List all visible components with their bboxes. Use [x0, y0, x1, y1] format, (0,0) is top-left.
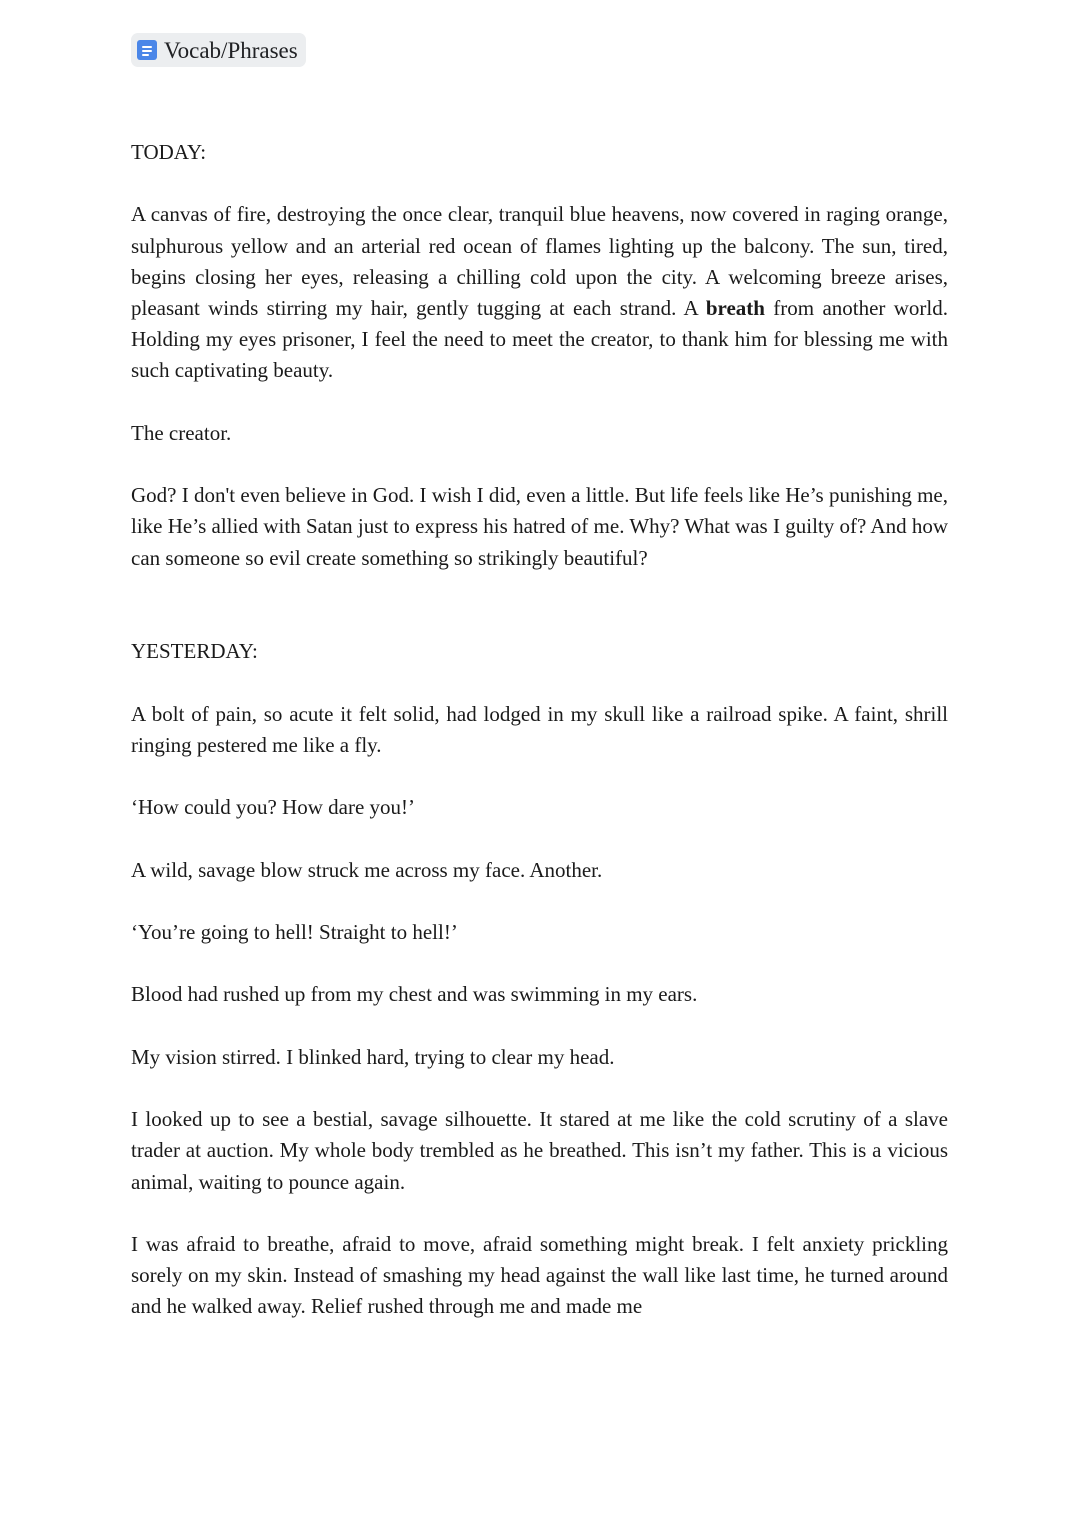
document-icon — [137, 40, 157, 60]
document-body — [131, 137, 948, 1323]
section-heading-today: TODAY: — [131, 140, 207, 164]
paragraph: Blood had rushed up from my chest and was swimming in my ears. — [131, 982, 698, 1007]
paragraph-text: A canvas of fire, destroying the once clear, tranquil blue heavens, now covered in raging orange, sulphurous yellow and an arterial red ocean of flames lighting up the balcony. The sun, tired, begins closing her eyes, releasing a chilling cold upon the city. A welcoming breeze arises, pleasant winds stirring my hair, gently tugging at each strand. A — [131, 202, 948, 320]
paragraph: A bolt of pain, so acute it felt solid, had lodged in my skull like a railroad spike. A faint, shrill ringing pestered me like a fly. — [131, 701, 948, 757]
paragraph: I looked up to see a bestial, savage silhouette. It stared at me like the cold scrutiny of a slave trader at auction. My whole body trembled as he breathed. This isn’t my father. This is a vicious animal, waiting to pounce again. — [131, 1107, 948, 1194]
dialogue-line: ‘You’re going to hell! Straight to hell!’ — [131, 919, 458, 944]
section-heading-yesterday: YESTERDAY: — [131, 639, 258, 664]
paragraph-text: from another world. Holding my eyes prisoner, I feel the need to meet the creator, to thank him for blessing me with such captivating beauty. — [131, 296, 948, 383]
paragraph: God? I don't even believe in God. I wish I did, even a little. But life feels like He’s punishing me, like He’s allied with Satan just to express his hatred of me. Why? What was I guilty of? And how can someone so evil create something so strikingly beautiful? — [131, 483, 948, 570]
vocab-phrases-doc-chip[interactable] — [131, 33, 306, 67]
paragraph: A wild, savage blow struck me across my face. Another. — [131, 857, 603, 882]
paragraph: The creator. — [131, 420, 232, 445]
dialogue-line: ‘How could you? How dare you!’ — [131, 795, 416, 820]
paragraph — [131, 199, 948, 386]
paragraph: I was afraid to breathe, afraid to move, afraid something might break. I felt anxiety prickling sorely on my skin. Instead of smashing my head against the wall like last time, he turned around and he walked away. Relief rushed through me and made me — [131, 1231, 948, 1319]
vocab-highlight-breath: breath — [705, 296, 765, 320]
paragraph: My vision stirred. I blinked hard, trying to clear my head. — [131, 1044, 615, 1069]
doc-chip-label: Vocab/Phrases — [164, 37, 298, 63]
